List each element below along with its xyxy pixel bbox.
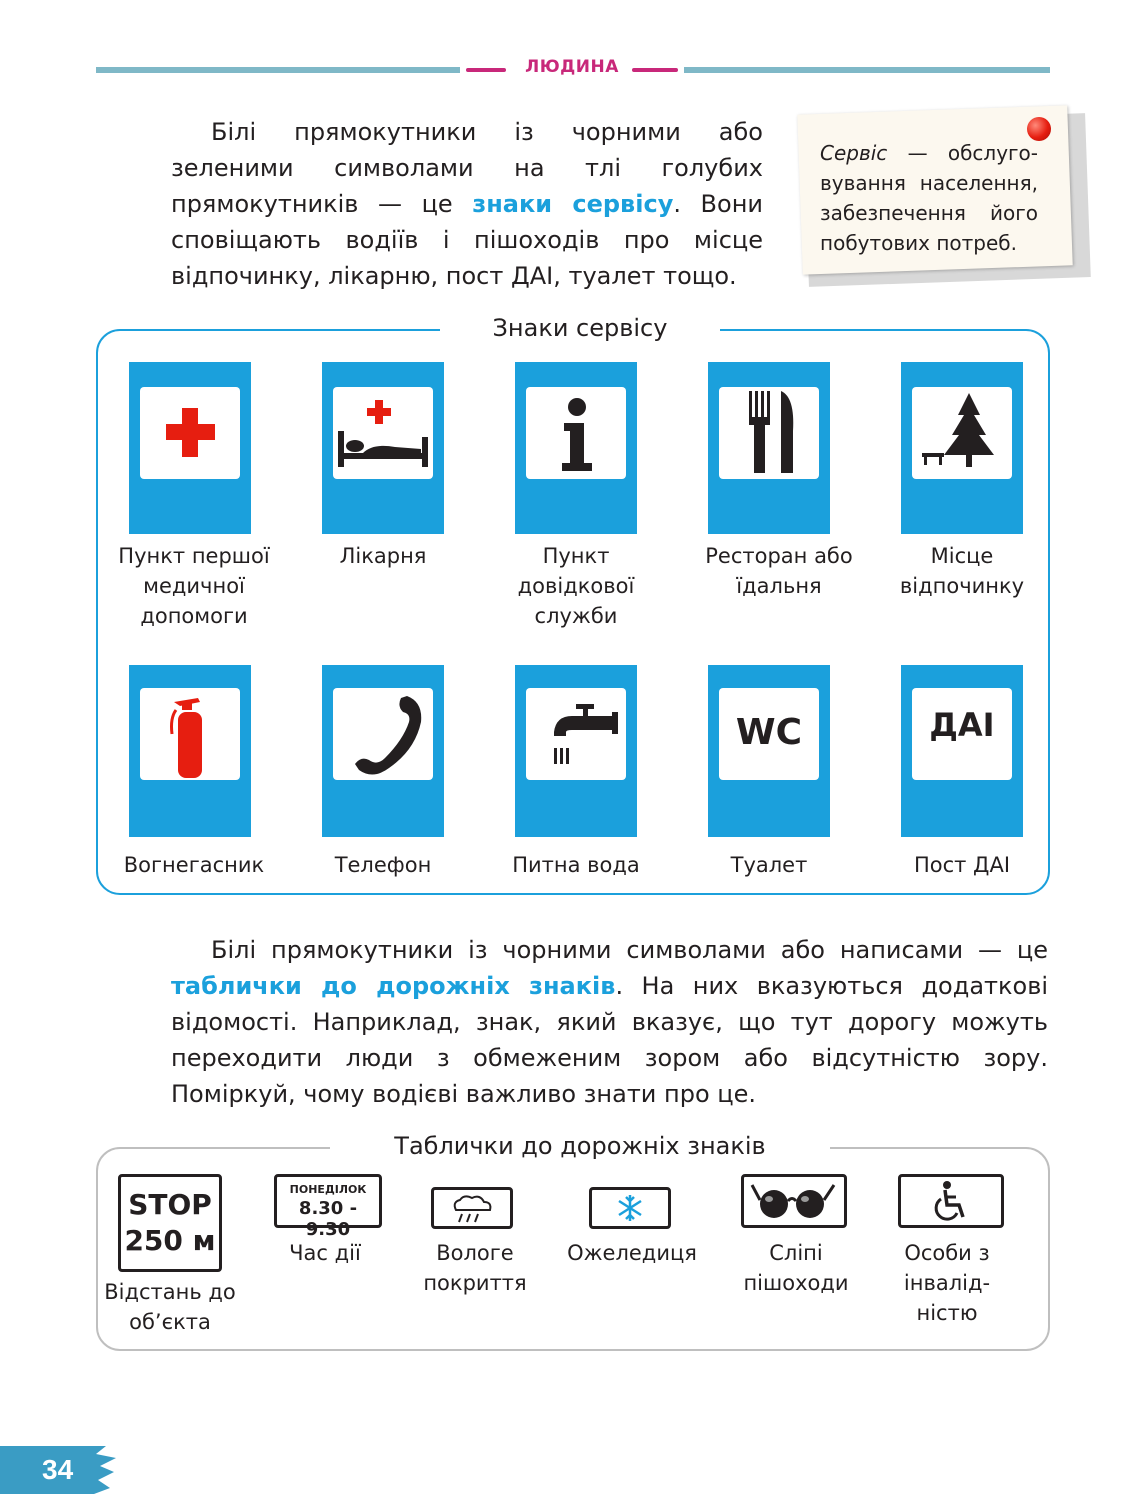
toilet-sign [708, 665, 830, 837]
hospital-bed-icon [333, 387, 433, 479]
telephone-sign [322, 665, 444, 837]
info-icon [526, 387, 626, 479]
plates-text: Білі прямокутники із чорними символами або написами — це [211, 936, 1048, 964]
blind-pedestrians-plate [741, 1174, 847, 1228]
intro-text-end: . Вони сповіщають водіїв і пішоходів про місце відпочинку, лікарню, пост ДАІ, туалет тощо. [171, 190, 763, 290]
plates-text-end: . На них вказуються додаткові відомості. Наприклад, знак, який вказує, що тут дорогу можуть переходити люди з обмеженим зором або відсутністю зору. Поміркуй, чому водієві важливо знати про це. [171, 972, 1049, 1108]
restaurant-sign [708, 362, 830, 534]
tree-bench-icon [912, 387, 1012, 479]
section-title: ЛЮДИНА [525, 57, 619, 77]
time-plate-hours: 8.30 - 9.30 [298, 1198, 358, 1240]
sign-caption: Пункт довідкової служби [517, 544, 635, 628]
dark-glasses-icon [744, 1177, 844, 1225]
sign-caption: Вогнегасник [123, 853, 265, 877]
info-sign [515, 362, 637, 534]
service-signs-title: Знаки сервісу [440, 314, 720, 342]
disabled-persons-plate [898, 1174, 1004, 1228]
fire-extinguisher-sign [129, 665, 251, 837]
plate-caption: Час дії [289, 1241, 361, 1265]
telephone-icon [333, 688, 433, 780]
wheelchair-icon [901, 1177, 1001, 1225]
time-plate [274, 1174, 382, 1240]
plates-highlight: таблички до дорожніх знаків [171, 972, 616, 1000]
pin-icon [1027, 117, 1051, 141]
plate-caption: Сліпі пішоходи [743, 1241, 849, 1295]
fire-extinguisher-icon [140, 688, 240, 780]
first-aid-cross-icon [140, 387, 240, 479]
plates-title: Таблички до дорожніх знаків [330, 1132, 830, 1160]
sign-caption: Ресторан або їдальня [705, 544, 853, 598]
intro-paragraph [171, 114, 763, 294]
rain-cloud-icon [434, 1190, 510, 1226]
plate-caption: Особи з інвалідністю [903, 1241, 991, 1325]
note-term: Сервіс [820, 141, 888, 165]
plate-caption: Вологе покриття [423, 1241, 527, 1295]
note-definition: — обслуговування населення, забезпечення його побутових потреб. [820, 141, 1038, 255]
distance-plate-line1: STOP [128, 1188, 212, 1221]
hospital-sign [322, 362, 444, 534]
plates-paragraph [171, 932, 1048, 1112]
dai-text: ДАІ [929, 706, 995, 744]
sign-caption: Пост ДАІ [913, 853, 1011, 877]
sign-caption: Пункт першої медичної допомоги [118, 544, 270, 628]
plate-caption: Ожеледиця [567, 1241, 697, 1265]
sign-caption: Лікарня [339, 544, 427, 568]
time-plate-day: ПОНЕДІЛОК [289, 1183, 367, 1196]
rest-area-sign [901, 362, 1023, 534]
police-post-sign [901, 665, 1023, 837]
first-aid-sign [129, 362, 251, 534]
intro-highlight: знаки сервісу [472, 190, 674, 218]
distance-plate [118, 1174, 222, 1272]
plate-caption: Відстань до об’єкта [104, 1280, 236, 1334]
page-number: 34 [42, 1454, 74, 1485]
water-tap-icon [526, 688, 626, 780]
wet-road-plate [431, 1187, 513, 1229]
sign-caption: Телефон [334, 853, 432, 877]
sign-caption: Туалет [730, 853, 808, 877]
definition-text [820, 138, 1038, 258]
drinking-water-sign [515, 665, 637, 837]
distance-plate-line2: 250 м [124, 1224, 216, 1257]
intro-text: Білі прямокутники із чорними або зеленими символами на тлі голубих прямокутників — це [171, 118, 763, 218]
sign-caption: Місце відпочинку [899, 544, 1025, 598]
sign-caption: Питна вода [512, 853, 640, 877]
snowflake-icon [592, 1190, 668, 1226]
ice-plate [589, 1187, 671, 1229]
wc-text: WC [735, 712, 803, 753]
fork-knife-icon [719, 387, 819, 479]
